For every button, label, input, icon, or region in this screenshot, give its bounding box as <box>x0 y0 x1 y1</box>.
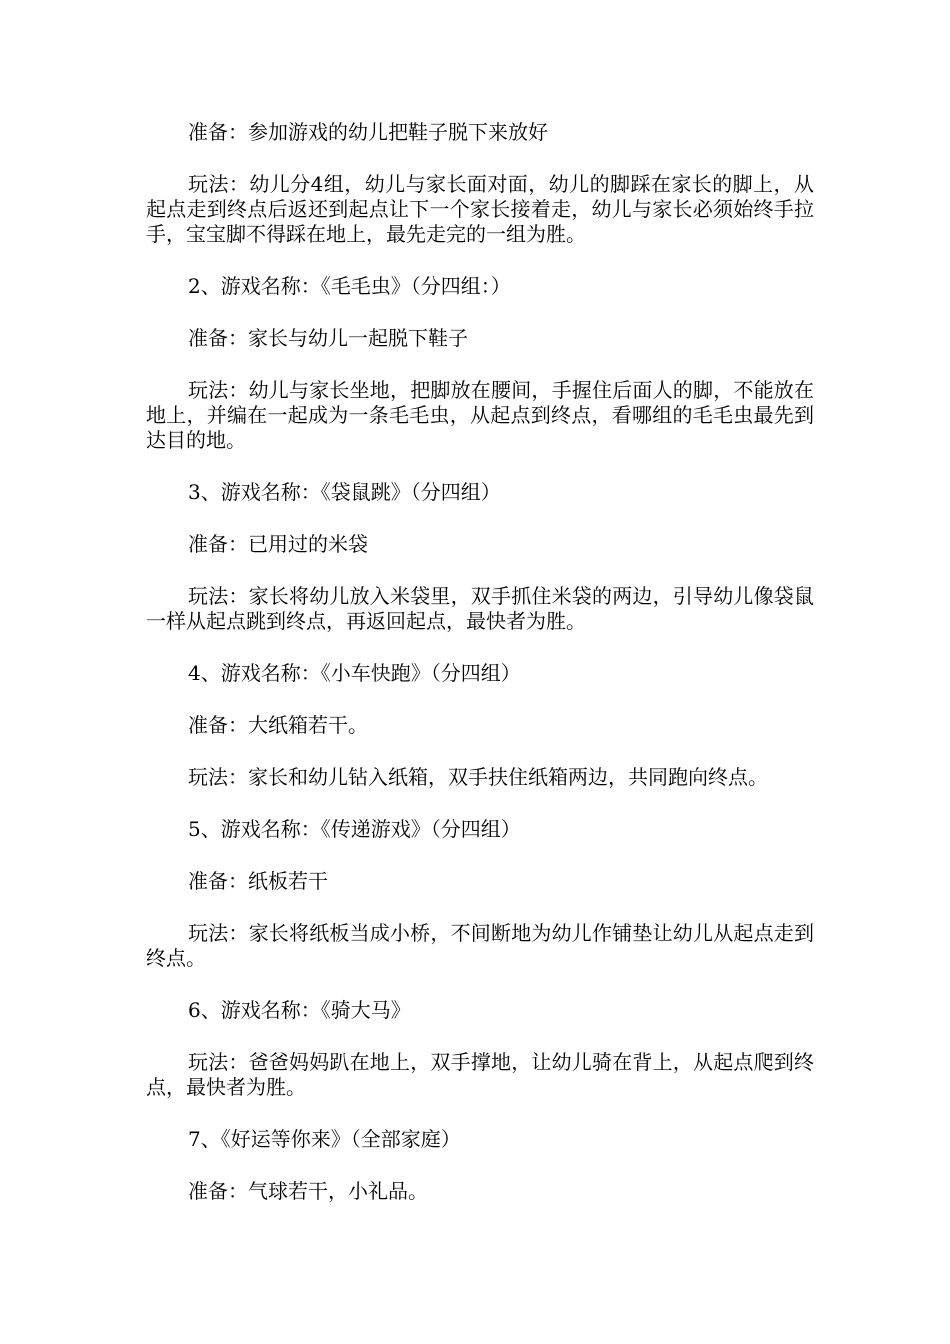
paragraph-rules-game-6: 玩法：爸爸妈妈趴在地上，双手撑地，让幼儿骑在背上，从起点爬到终点，最快者为胜。 <box>146 1050 814 1099</box>
paragraph-prep-game-2: 准备：家长与幼儿一起脱下鞋子 <box>188 326 468 350</box>
paragraph-prep-game-4: 准备：大纸箱若干。 <box>188 713 368 737</box>
paragraph-prep-game-3: 准备：已用过的米袋 <box>188 532 368 556</box>
paragraph-rules-game-2: 玩法：幼儿与家长坐地，把脚放在腰间，手握住后面人的脚，不能放在地上，并编在一起成为一条毛毛虫，从起点到终点，看哪组的毛毛虫最先到达目的地。 <box>146 378 814 452</box>
paragraph-rules-game-3: 玩法：家长将幼儿放入米袋里，双手抓住米袋的两边，引导幼儿像袋鼠一样从起点跳到终点，再返回起点，最快者为胜。 <box>146 584 814 633</box>
heading-game-7: 7、《好运等你来》（全部家庭） <box>188 1127 461 1151</box>
heading-game-2: 2、游戏名称：《毛毛虫》（分四组：） <box>188 274 511 298</box>
document-body <box>146 120 814 1231</box>
heading-game-3: 3、游戏名称：《袋鼠跳》（分四组） <box>188 480 501 504</box>
heading-game-6: 6、游戏名称：《骑大马》 <box>188 998 411 1022</box>
paragraph-prep-shoes: 准备：参加游戏的幼儿把鞋子脱下来放好 <box>188 120 548 144</box>
heading-game-4: 4、游戏名称：《小车快跑》（分四组） <box>188 661 521 685</box>
paragraph-rules-game-5: 玩法：家长将纸板当成小桥，不间断地为幼儿作铺垫让幼儿从起点走到终点。 <box>146 921 814 970</box>
paragraph-rules-footsteps: 玩法：幼儿分4组，幼儿与家长面对面，幼儿的脚踩在家长的脚上，从起点走到终点后返还到起点让下一个家长接着走，幼儿与家长必须始终手拉手，宝宝脚不得踩在地上，最先走完的一组为胜。 <box>146 172 814 246</box>
paragraph-rules-game-4: 玩法：家长和幼儿钻入纸箱，双手扶住纸箱两边，共同跑向终点。 <box>188 765 768 789</box>
heading-game-5: 5、游戏名称：《传递游戏》（分四组） <box>188 817 521 841</box>
paragraph-prep-game-5: 准备：纸板若干 <box>188 869 328 893</box>
paragraph-prep-game-7: 准备：气球若干，小礼品。 <box>188 1179 428 1203</box>
